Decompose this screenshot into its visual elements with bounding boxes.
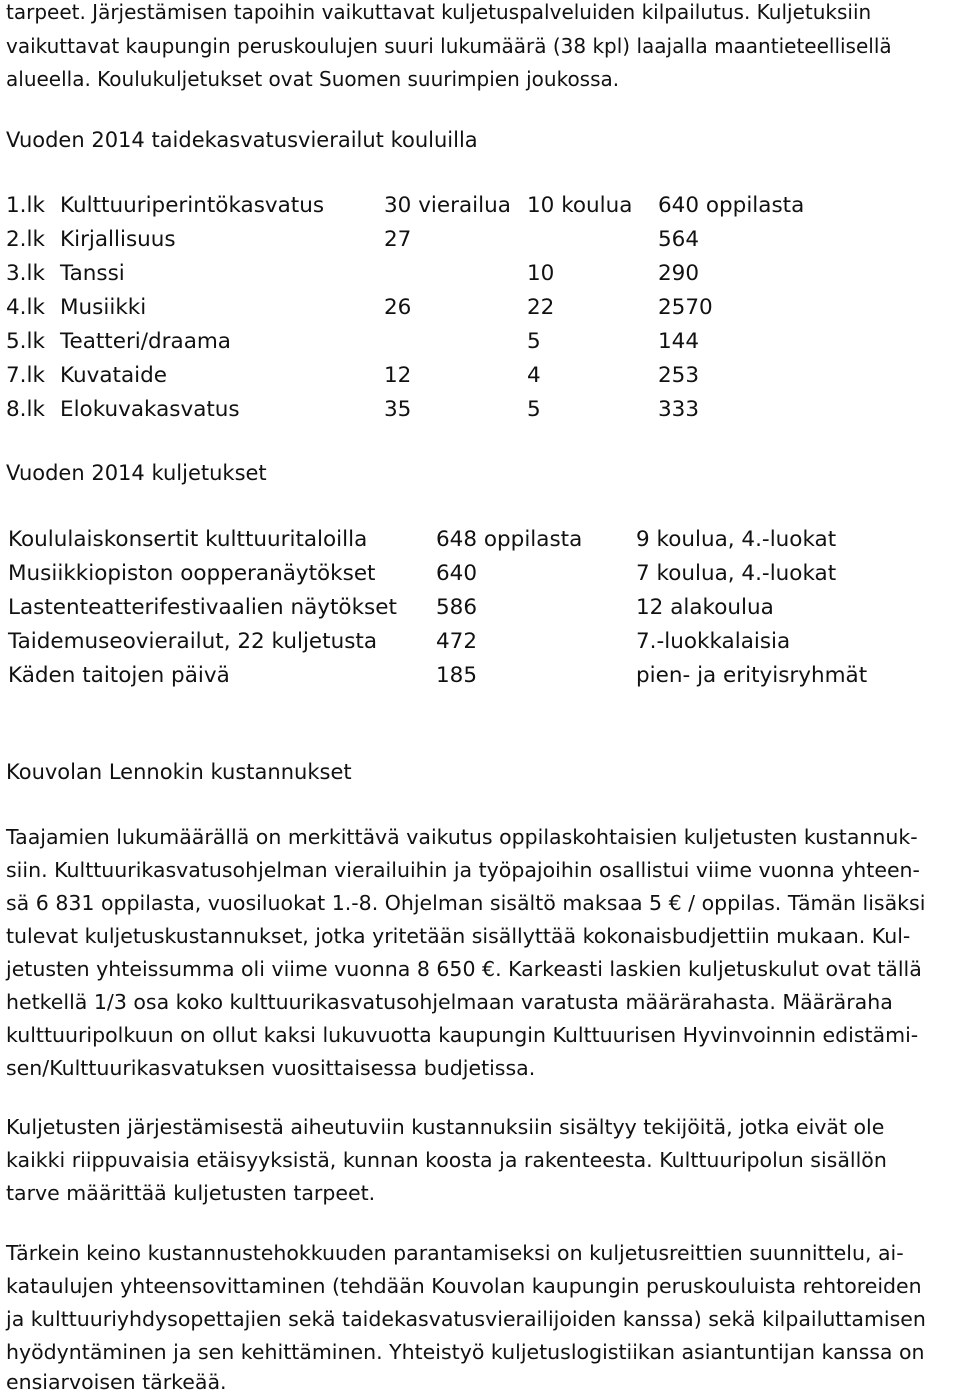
pupils-cell: 253 xyxy=(658,363,700,388)
pupils-cell: 333 xyxy=(658,397,700,422)
pupils-cell: 640 xyxy=(436,561,478,586)
grade-cell: 4.lk xyxy=(6,295,45,320)
schools-cell: 10 xyxy=(527,261,555,286)
visits-cell: 30 vierailua xyxy=(384,193,511,218)
subject-cell: Tanssi xyxy=(60,261,125,286)
grade-cell: 5.lk xyxy=(6,329,45,354)
paragraph-line: kataulujen yhteensovittaminen (tehdään Kouvolan kaupungin peruskouluista rehtoreiden xyxy=(6,1274,922,1298)
event-cell: Koululaiskonsertit kulttuuritaloilla xyxy=(8,527,368,552)
paragraph-line: tulevat kuljetuskustannukset, jotka yritetään sisällyttää kokonaisbudjettiin mukaan. Kul- xyxy=(6,924,911,948)
intro-line: alueella. Koulukuljetukset ovat Suomen suurimpien joukossa. xyxy=(6,67,620,91)
pupils-cell: 185 xyxy=(436,663,478,688)
paragraph-line: hetkellä 1/3 osa koko kulttuurikasvatusohjelmaan varatusta määrärahasta. Määräraha xyxy=(6,990,893,1014)
section-heading: Kouvolan Lennokin kustannukset xyxy=(6,760,352,784)
transport-row xyxy=(0,597,960,627)
visits-row xyxy=(0,229,960,259)
grade-cell: 7.lk xyxy=(6,363,45,388)
visits-row xyxy=(0,297,960,327)
paragraph-line: Kuljetusten järjestämisestä aiheutuviin kustannuksiin sisältyy tekijöitä, jotka eivät ole xyxy=(6,1115,885,1139)
schools-cell: 10 koulua xyxy=(527,193,633,218)
schools-cell: 22 xyxy=(527,295,555,320)
subject-cell: Kuvataide xyxy=(60,363,168,388)
paragraph-line: ja kulttuuriyhdysopettajien sekä taidekasvatusvierailijoiden kanssa) sekä kilpailuttamisen xyxy=(6,1307,926,1331)
paragraph-line: sä 6 831 oppilasta, vuosiluokat 1.-8. Ohjelman sisältö maksaa 5 € / oppilas. Tämän lisäksi xyxy=(6,891,926,915)
grade-cell: 3.lk xyxy=(6,261,45,286)
pupils-cell: 648 oppilasta xyxy=(436,527,583,552)
pupils-cell: 2570 xyxy=(658,295,713,320)
grade-cell: 2.lk xyxy=(6,227,45,252)
schools-cell: 4 xyxy=(527,363,541,388)
paragraph-line: kaikki riippuvaisia etäisyyksistä, kunnan koosta ja rakenteesta. Kulttuuripolun sisällön xyxy=(6,1148,887,1172)
grade-cell: 1.lk xyxy=(6,193,45,218)
paragraph-line: jetusten yhteissumma oli viime vuonna 8 650 €. Karkeasti laskien kuljetuskulut ovat tällä xyxy=(6,957,922,981)
subject-cell: Musiikki xyxy=(60,295,147,320)
intro-line: vaikuttavat kaupungin peruskoulujen suuri lukumäärä (38 kpl) laajalla maantieteellisellä xyxy=(6,34,892,58)
pupils-cell: 144 xyxy=(658,329,700,354)
paragraph-line: Tärkein keino kustannustehokkuuden parantamiseksi on kuljetusreittien suunnittelu, ai- xyxy=(6,1241,904,1265)
paragraph-line: hyödyntäminen ja sen kehittäminen. Yhteistyö kuljetuslogistiikan asiantuntijan kanssa on xyxy=(6,1340,925,1364)
visits-row xyxy=(0,365,960,395)
visits-cell: 27 xyxy=(384,227,412,252)
event-cell: Taidemuseovierailut, 22 kuljetusta xyxy=(8,629,378,654)
schools-cell: 5 xyxy=(527,329,541,354)
transport-row xyxy=(0,665,960,695)
visits-row xyxy=(0,331,960,361)
intro-line: tarpeet. Järjestämisen tapoihin vaikuttavat kuljetuspalveluiden kilpailutus. Kuljetuksiin xyxy=(6,0,872,24)
visits-row xyxy=(0,399,960,429)
subject-cell: Kirjallisuus xyxy=(60,227,176,252)
transport-row xyxy=(0,563,960,593)
note-cell: 9 koulua, 4.-luokat xyxy=(636,527,837,552)
paragraph-line: ensiarvoisen tärkeää. xyxy=(6,1370,227,1394)
note-cell: 7.-luokkalaisia xyxy=(636,629,791,654)
note-cell: 12 alakoulua xyxy=(636,595,774,620)
paragraph-line: siin. Kulttuurikasvatusohjelman vierailuihin ja työpajoihin osallistui viime vuonna yhteen- xyxy=(6,858,920,882)
subject-cell: Kulttuuriperintökasvatus xyxy=(60,193,325,218)
subject-cell: Elokuvakasvatus xyxy=(60,397,240,422)
transport-row xyxy=(0,631,960,661)
transport-heading: Vuoden 2014 kuljetukset xyxy=(6,461,267,485)
event-cell: Lastenteatterifestivaalien näytökset xyxy=(8,595,397,620)
pupils-cell: 640 oppilasta xyxy=(658,193,805,218)
paragraph-line: sen/Kulttuurikasvatuksen vuosittaisessa budjetissa. xyxy=(6,1056,536,1080)
note-cell: pien- ja erityisryhmät xyxy=(636,663,868,688)
visits-cell: 35 xyxy=(384,397,412,422)
pupils-cell: 564 xyxy=(658,227,700,252)
paragraph-line: kulttuuripolkuun on ollut kaksi lukuvuotta kaupungin Kulttuurisen Hyvinvoinnin edistämi- xyxy=(6,1023,919,1047)
pupils-cell: 472 xyxy=(436,629,478,654)
schools-cell: 5 xyxy=(527,397,541,422)
paragraph-line: tarve määrittää kuljetusten tarpeet. xyxy=(6,1181,376,1205)
paragraph-line: Taajamien lukumäärällä on merkittävä vaikutus oppilaskohtaisien kuljetusten kustannuk- xyxy=(6,825,918,849)
visits-row xyxy=(0,263,960,293)
visits-cell: 26 xyxy=(384,295,412,320)
visits-cell: 12 xyxy=(384,363,412,388)
transport-row xyxy=(0,529,960,559)
visits-heading: Vuoden 2014 taidekasvatusvierailut kouluilla xyxy=(6,128,478,152)
event-cell: Musiikkiopiston oopperanäytökset xyxy=(8,561,376,586)
pupils-cell: 586 xyxy=(436,595,478,620)
event-cell: Käden taitojen päivä xyxy=(8,663,230,688)
note-cell: 7 koulua, 4.-luokat xyxy=(636,561,837,586)
grade-cell: 8.lk xyxy=(6,397,45,422)
pupils-cell: 290 xyxy=(658,261,700,286)
subject-cell: Teatteri/draama xyxy=(60,329,231,354)
